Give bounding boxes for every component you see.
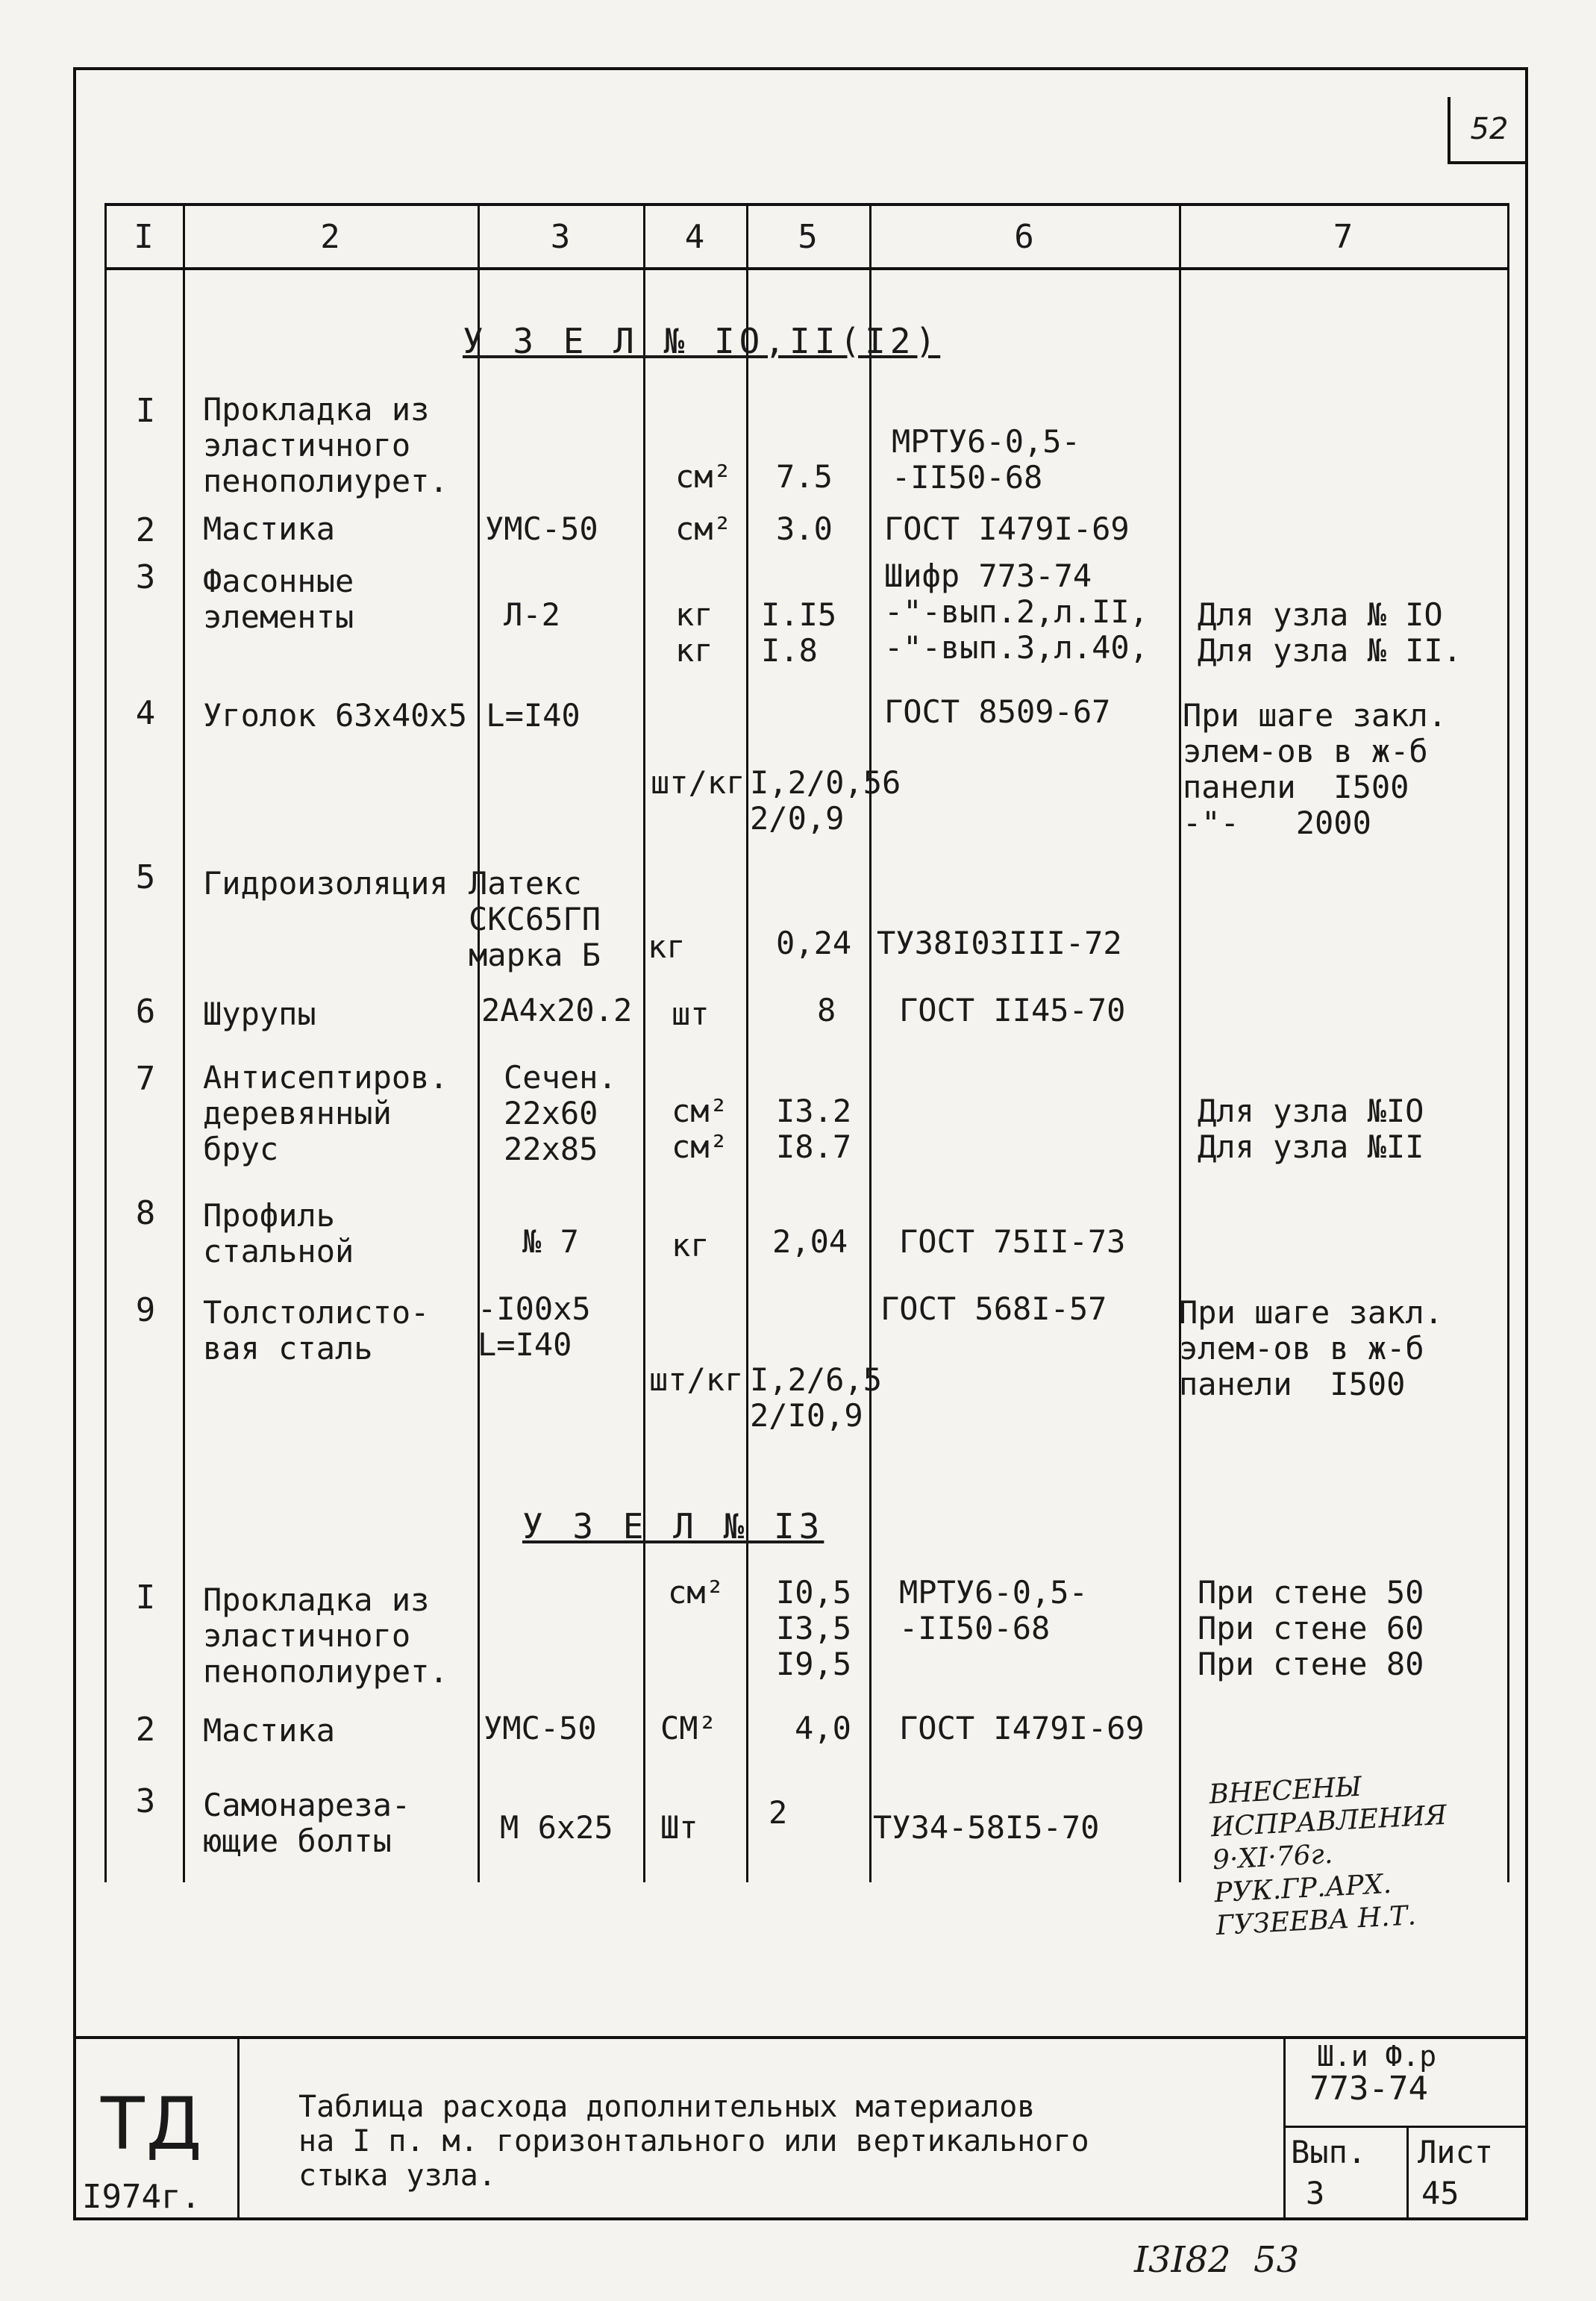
col-line-2 (478, 203, 480, 1882)
row-number: 3 (135, 1782, 156, 1820)
row-number: 6 (135, 993, 156, 1031)
document-ref: МРТУ6-0,5- -II50-68 (899, 1574, 1088, 1646)
page-number: 52 (1448, 97, 1528, 164)
header-col-6: 6 (1014, 218, 1034, 256)
document-ref: ГОСТ II45-70 (899, 992, 1126, 1028)
unit: кг (672, 1227, 710, 1264)
quantity: I,2/0,56 2/0,9 (750, 764, 901, 837)
header-col-3: 3 (550, 218, 571, 256)
unit: см² (675, 511, 732, 547)
row-number: I (135, 1579, 156, 1617)
row-number: 3 (135, 558, 156, 596)
year: I974г. (82, 2178, 201, 2216)
note: При стене 50 При стене 60 При стене 80 (1198, 1574, 1424, 1682)
quantity: I.I5 I.8 (761, 596, 837, 669)
col-line-6 (1179, 203, 1181, 1882)
document-title: Таблица расхода дополнительных материалов на I п. м. горизонтального или вертикального стыка узла. (298, 2090, 1089, 2193)
material-name: Прокладка из эластичного пенополиурет. (203, 1582, 448, 1690)
quantity: I,2/6,5 2/I0,9 (750, 1361, 883, 1434)
mark: Латекс СКС65ГП марка Б (469, 865, 601, 973)
unit: кг кг (675, 596, 713, 669)
document-ref: ГОСТ 568I-57 (880, 1290, 1107, 1327)
col-line-4 (746, 203, 748, 1882)
document-ref: ГОСТ I479I-69 (884, 511, 1130, 547)
quantity: I3.2 I8.7 (776, 1093, 852, 1165)
mark: УМС-50 (485, 511, 598, 547)
row-number: 4 (135, 694, 156, 732)
document-ref: ГОСТ I479I-69 (899, 1710, 1145, 1746)
issue-number: 3 (1306, 2175, 1325, 2211)
note: Для узла № IO Для узла № II. (1198, 596, 1462, 669)
row-number: I (135, 392, 156, 430)
quantity: 2,04 (772, 1223, 848, 1260)
col-line-3 (643, 203, 645, 1882)
col-line-7 (1507, 203, 1509, 1882)
header-col-4: 4 (684, 218, 705, 256)
row-number: 2 (135, 1711, 156, 1749)
note: При шаге закл. элем-ов в ж-б панели I500 -"- 2000 (1183, 697, 1448, 841)
row-number: 9 (135, 1291, 156, 1329)
row-number: 8 (135, 1194, 156, 1232)
header-col-1: I (134, 218, 154, 256)
unit: шт/кг (649, 1361, 744, 1398)
material-name: Толстолисто- вая сталь (203, 1294, 430, 1367)
material-name: Фасонные элементы (203, 563, 354, 635)
section-title-uzel-13: У З Е Л № I3 (522, 1506, 824, 1546)
note: При шаге закл. элем-ов в ж-б панели I500 (1179, 1294, 1444, 1402)
title-block-divider-3 (1406, 2126, 1409, 2220)
material-name: Профиль стальной (203, 1197, 354, 1270)
col-line-0 (104, 203, 107, 1882)
mark: Сечен. 22х60 22х85 (504, 1059, 617, 1167)
quantity: 4,0 (795, 1710, 851, 1746)
archive-number: I3I82 53 (1134, 2239, 1300, 2281)
material-name: Шурупы (203, 996, 316, 1032)
code-label: Ш.и Ф.р (1317, 2040, 1437, 2073)
unit: см² (668, 1574, 725, 1611)
td-logo: ТД (101, 2082, 204, 2166)
table-header-bottom-rule (104, 267, 1507, 270)
material-name: Самонареза- ющие болты (203, 1787, 411, 1859)
unit: см² см² (672, 1093, 728, 1165)
col-line-1 (183, 203, 185, 1882)
mark: 2А4х20.2 (481, 992, 633, 1028)
document-ref: ТУ38I03III-72 (877, 925, 1122, 961)
sheet-label: Лист (1418, 2134, 1494, 2170)
quantity: 3.0 (776, 511, 833, 547)
row-number: 2 (135, 511, 156, 549)
quantity: 2 (769, 1794, 788, 1831)
unit: см² (675, 458, 732, 495)
note: Для узла №IO Для узла №II (1198, 1093, 1424, 1165)
document-ref: МРТУ6-0,5- -II50-68 (892, 423, 1080, 496)
quantity: I0,5 I3,5 I9,5 (776, 1574, 852, 1682)
material-name: Уголок 63x40x5 L=I40 (203, 697, 580, 734)
mark: -I00х5 L=I40 (478, 1290, 591, 1363)
header-col-7: 7 (1333, 218, 1354, 256)
material-name: Прокладка из эластичного пенополиурет. (203, 391, 448, 499)
material-name: Антисептиров. деревянный брус (203, 1059, 448, 1167)
header-col-5: 5 (798, 218, 818, 256)
unit: шт (672, 996, 710, 1032)
mark: УМС-50 (484, 1710, 597, 1746)
row-number: 7 (135, 1060, 156, 1098)
document-ref: Шифр 773-74 -"-вып.2,л.II, -"-вып.3,л.40, (884, 558, 1149, 666)
header-col-2: 2 (320, 218, 340, 256)
code-number: 773-74 (1309, 2070, 1428, 2108)
title-block-divider-2 (1283, 2036, 1286, 2220)
row-number: 5 (135, 858, 156, 896)
col-line-5 (869, 203, 871, 1882)
unit: шт/кг (651, 764, 745, 801)
issue-label: Вып. (1291, 2134, 1367, 2170)
quantity: 0,24 (776, 925, 852, 961)
material-name: Мастика (203, 1712, 336, 1749)
unit: СМ² (660, 1710, 717, 1746)
mark: № 7 (522, 1223, 579, 1260)
material-name: Мастика (203, 511, 336, 547)
unit: Шт (660, 1809, 698, 1846)
title-block-hrule (1283, 2126, 1528, 2128)
quantity: 8 (817, 992, 836, 1028)
title-block-divider-1 (237, 2036, 240, 2220)
handwritten-correction-note: ВНЕСЕНЫ ИСПРАВЛЕНИЯ 9·XI·76г. РУК.ГР.АРХ. ГУЗЕЕВА Н.Т. (1208, 1771, 1448, 1942)
document-ref: ТУ34-58I5-70 (873, 1809, 1100, 1846)
table-header-top-rule (104, 203, 1507, 206)
section-title-uzel-10-11: У З Е Л № IO,II(I2) (463, 321, 941, 361)
sheet-number: 45 (1421, 2175, 1459, 2211)
quantity: 7.5 (776, 458, 833, 495)
mark: Л-2 (504, 596, 560, 633)
unit: кг (648, 928, 686, 965)
material-name: Гидроизоляция (203, 865, 448, 902)
document-ref: ГОСТ 75II-73 (899, 1223, 1126, 1260)
document-ref: ГОСТ 8509-67 (884, 693, 1111, 730)
mark: М 6х25 (500, 1809, 613, 1846)
